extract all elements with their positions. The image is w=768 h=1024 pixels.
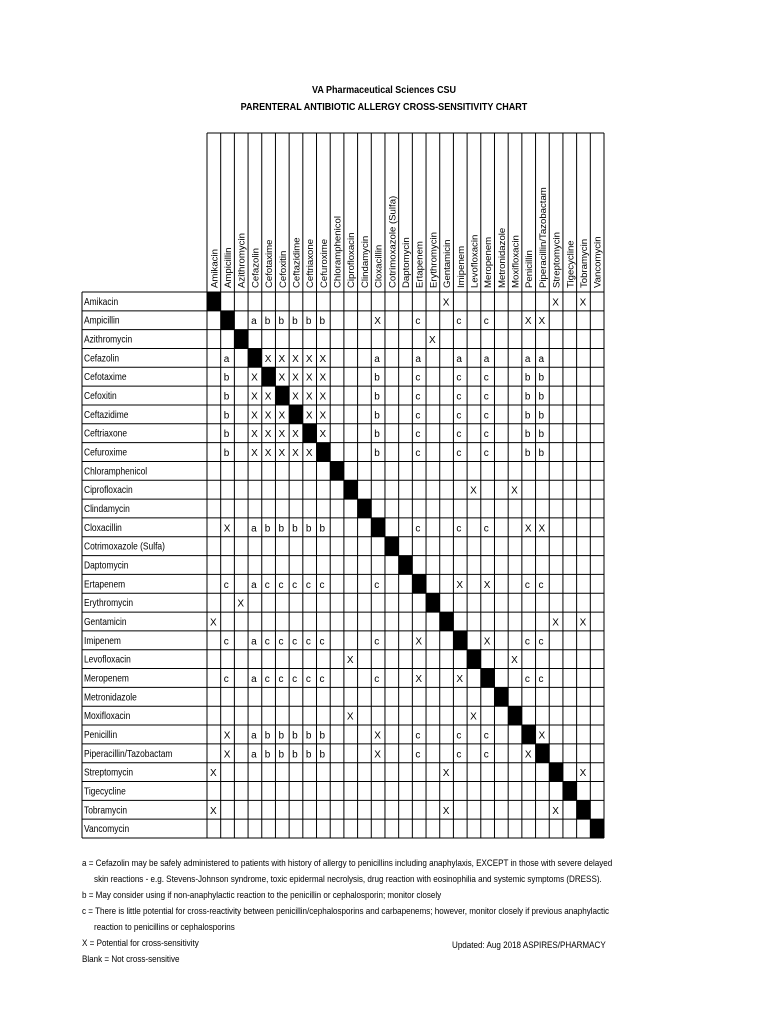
diagonal-cell [358, 499, 372, 518]
column-header: Azithromycin [236, 233, 248, 288]
cell-mark: c [456, 316, 462, 328]
diagonal-cell [317, 443, 331, 462]
cell-mark: X [579, 297, 587, 309]
cell-mark: X [552, 297, 559, 309]
cell-mark: c [483, 448, 489, 460]
cell-mark: a [524, 353, 531, 365]
column-header: Tobramycin [578, 238, 590, 288]
cell-mark: X [210, 805, 217, 817]
cell-mark: X [278, 448, 286, 460]
cell-mark: X [524, 523, 532, 535]
cell-mark: b [278, 730, 285, 742]
legend-c-line2: reaction to penicillins or cephalosporins [94, 921, 235, 932]
legend-a-line1: a = Cefazolin may be safely administered to patients with history of allergy to penicillins including anaphylaxis, EXCEPT in those with severe delayed [82, 857, 613, 868]
cell-mark: a [251, 579, 257, 591]
cell-mark: X [415, 673, 423, 685]
cell-mark: c [456, 429, 462, 441]
cell-mark: c [319, 636, 325, 648]
cell-mark: X [278, 429, 286, 441]
cell-mark: X [552, 617, 559, 629]
diagonal-cell [453, 631, 467, 650]
cell-mark: c [483, 372, 489, 384]
cell-mark: c [374, 636, 380, 648]
row-label: Cefotaxime [84, 371, 127, 383]
diagonal-cell [330, 461, 344, 480]
cell-mark: c [305, 673, 311, 685]
cell-mark: X [292, 372, 299, 384]
diagonal-cell [563, 782, 577, 801]
cell-mark: X [346, 711, 354, 723]
cell-mark: b [319, 730, 326, 742]
cell-mark: c [456, 749, 462, 761]
updated-note: Updated: Aug 2018 ASPIRES/PHARMACY [452, 939, 606, 950]
cell-mark: c [456, 410, 462, 422]
cell-mark: b [538, 429, 545, 441]
cell-mark: b [374, 372, 380, 384]
cell-mark: b [264, 749, 271, 761]
cell-mark: c [305, 579, 311, 591]
row-label: Ceftriaxone [84, 428, 128, 439]
cell-mark: X [456, 673, 464, 685]
cell-mark: c [483, 429, 489, 441]
row-label: Cotrimoxazole (Sulfa) [84, 541, 165, 552]
diagonal-cell [248, 348, 262, 367]
row-label: Meropenem [84, 672, 129, 684]
cell-mark: a [251, 636, 257, 648]
cell-mark: c [264, 636, 270, 648]
cell-mark: b [524, 410, 531, 422]
cell-mark: c [264, 673, 270, 685]
cell-mark: X [442, 297, 450, 309]
row-label: Chloramphenicol [84, 465, 148, 477]
cell-mark: b [524, 372, 531, 384]
cell-mark: X [483, 579, 491, 591]
cell-mark: X [305, 448, 313, 460]
cell-mark: c [278, 673, 284, 685]
column-header: Chloramphenicol [332, 216, 344, 288]
cell-mark: c [292, 579, 298, 591]
row-label: Ciprofloxacin [84, 484, 133, 496]
row-label: Tobramycin [84, 804, 128, 816]
cell-mark: b [319, 523, 326, 535]
cell-mark: b [292, 730, 298, 742]
cell-mark: c [456, 523, 462, 535]
cell-mark: b [264, 730, 271, 742]
cell-mark: c [456, 372, 462, 384]
column-header: Vancomycin [592, 236, 604, 288]
column-header: Imipenem [455, 245, 467, 288]
cell-mark: a [415, 353, 421, 365]
row-label: Imipenem [84, 635, 121, 646]
cell-mark: b [305, 730, 312, 742]
cell-mark: X [278, 353, 286, 365]
diagonal-cell [577, 800, 591, 819]
cell-mark: c [415, 749, 421, 761]
row-label: Ertapenem [84, 578, 126, 590]
diagonal-cell [221, 311, 235, 330]
column-header: Tigecycline [565, 240, 577, 288]
cell-mark: c [483, 410, 489, 422]
diagonal-cell [289, 405, 303, 424]
cell-mark: a [251, 673, 257, 685]
row-label: Amikacin [84, 296, 119, 308]
cell-mark: a [456, 353, 462, 365]
cell-mark: X [538, 730, 546, 742]
cell-mark: b [223, 372, 230, 384]
row-label: Daptomycin [84, 559, 129, 571]
cell-mark: X [552, 805, 559, 817]
column-header: Erythromycin [428, 232, 440, 288]
cell-mark: a [251, 316, 257, 328]
row-label: Cefuroxime [84, 446, 128, 458]
cell-mark: X [251, 410, 258, 422]
cell-mark: c [292, 673, 298, 685]
cell-mark: X [442, 805, 450, 817]
cell-mark: X [305, 353, 313, 365]
diagonal-cell [344, 480, 358, 499]
column-header: Cefotaxime [264, 239, 276, 288]
cell-mark: b [292, 749, 298, 761]
cell-mark: X [264, 353, 272, 365]
cell-mark: c [223, 673, 229, 685]
column-header: Gentamicin [442, 239, 454, 288]
diagonal-cell [536, 744, 550, 763]
cell-mark: X [251, 391, 258, 403]
column-header: Daptomycin [401, 237, 412, 288]
row-label: Gentamicin [84, 616, 127, 628]
diagonal-cell [275, 386, 289, 405]
cell-mark: b [223, 429, 230, 441]
diagonal-cell [494, 687, 508, 706]
cell-mark: b [305, 523, 312, 535]
cell-mark: X [346, 655, 354, 667]
cell-mark: c [415, 391, 421, 403]
cell-mark: c [456, 391, 462, 403]
diagonal-cell [234, 330, 248, 349]
cell-mark: X [579, 617, 587, 629]
row-label: Cefoxitin [84, 390, 117, 402]
column-header: Levofloxacin [469, 234, 481, 288]
diagonal-cell [303, 424, 317, 443]
cell-mark: c [223, 636, 229, 648]
cell-mark: X [210, 617, 217, 629]
cell-mark: c [319, 673, 325, 685]
diagonal-cell [399, 556, 413, 575]
chart-title: PARENTERAL ANTIBIOTIC ALLERGY CROSS-SENSITIVITY CHART [240, 101, 528, 113]
row-label: Piperacillin/Tazobactam [84, 748, 173, 759]
cell-mark: c [456, 730, 462, 742]
cell-mark: c [483, 749, 489, 761]
cell-mark: X [237, 598, 245, 610]
cell-mark: b [278, 523, 285, 535]
cell-mark: X [374, 730, 381, 742]
cell-mark: c [319, 579, 325, 591]
cell-mark: X [538, 523, 546, 535]
cell-mark: X [292, 429, 299, 441]
cell-mark: b [538, 391, 545, 403]
cell-mark: X [251, 429, 258, 441]
legend-b: b = May consider using if non-anaphylactic reaction to the penicillin or cephalosporin; monitor closely [82, 889, 442, 900]
cell-mark: c [415, 730, 421, 742]
diagonal-cell [262, 367, 276, 386]
cell-mark: X [442, 768, 450, 780]
cell-mark: b [305, 316, 312, 328]
column-header: Ampicillin [223, 247, 235, 288]
column-header: Ertapenem [414, 241, 426, 288]
cell-mark: X [511, 655, 518, 667]
cell-mark: c [278, 636, 284, 648]
cell-mark: X [292, 448, 299, 460]
cell-mark: b [292, 316, 298, 328]
row-label: Levofloxacin [84, 654, 131, 665]
cell-mark: c [305, 636, 311, 648]
column-header: Piperacillin/Tazobactam [537, 187, 549, 288]
cell-mark: b [524, 448, 531, 460]
diagonal-cell [467, 650, 481, 669]
cell-mark: X [538, 316, 546, 328]
cell-mark: b [264, 316, 271, 328]
diagonal-cell [371, 518, 385, 537]
cell-mark: a [251, 749, 257, 761]
cell-mark: c [415, 410, 421, 422]
cell-mark: c [483, 316, 489, 328]
cell-mark: b [319, 749, 326, 761]
cell-mark: X [264, 410, 272, 422]
cell-mark: a [223, 353, 230, 365]
cell-mark: a [483, 353, 490, 365]
cell-mark: X [278, 372, 286, 384]
column-header: Ciprofloxacin [346, 232, 358, 288]
cell-mark: b [278, 749, 285, 761]
cell-mark: c [278, 579, 284, 591]
row-label: Azithromycin [84, 333, 133, 345]
cell-mark: c [292, 636, 298, 648]
cell-mark: X [292, 353, 299, 365]
diagonal-cell [522, 725, 536, 744]
column-header: Cloxacillin [373, 244, 385, 288]
row-label: Streptomycin [84, 767, 134, 778]
column-header: Penicillin [524, 250, 536, 288]
cell-mark: c [524, 673, 530, 685]
cell-mark: X [223, 730, 231, 742]
cell-mark: b [264, 523, 271, 535]
cell-mark: b [374, 448, 380, 460]
cell-mark: c [524, 636, 530, 648]
cell-mark: X [210, 768, 217, 780]
cell-mark: c [483, 730, 489, 742]
diagonal-cell [440, 612, 454, 631]
cell-mark: X [251, 448, 258, 460]
diagonal-cell [590, 819, 604, 838]
diagonal-cell [385, 537, 399, 556]
cell-mark: c [456, 448, 462, 460]
cell-mark: X [524, 316, 532, 328]
cell-mark: b [374, 429, 380, 441]
legend-blank: Blank = Not cross-sensitive [82, 953, 180, 964]
cell-mark: a [251, 523, 257, 535]
cell-mark: b [374, 391, 380, 403]
row-label: Tigecycline [84, 785, 126, 797]
cell-mark: X [292, 391, 299, 403]
diagonal-cell [207, 292, 221, 311]
cell-mark: a [538, 353, 545, 365]
cell-mark: X [278, 410, 286, 422]
cell-mark: X [511, 485, 518, 497]
row-label: Cloxacillin [84, 522, 122, 533]
row-label: Metronidazole [84, 691, 137, 703]
cell-mark: X [223, 749, 231, 761]
column-header: Moxifloxacin [510, 235, 522, 288]
cell-mark: c [374, 673, 380, 685]
cell-mark: c [524, 579, 530, 591]
cell-mark: X [319, 391, 327, 403]
cell-mark: X [264, 448, 272, 460]
cell-mark: c [483, 523, 489, 535]
cell-mark: c [264, 579, 270, 591]
cell-mark: X [319, 372, 327, 384]
cell-mark: X [483, 636, 491, 648]
cell-mark: a [374, 353, 380, 365]
cell-mark: X [305, 391, 313, 403]
column-header: Ceftazidime [291, 237, 303, 288]
cell-mark: b [223, 391, 230, 403]
cell-mark: X [319, 429, 327, 441]
legend-x: X = Potential for cross-sensitivity [82, 937, 199, 948]
cell-mark: X [456, 579, 464, 591]
cell-mark: c [538, 636, 544, 648]
cell-mark: c [415, 448, 421, 460]
cell-mark: b [278, 316, 285, 328]
cell-mark: b [538, 372, 545, 384]
cell-mark: X [470, 485, 477, 497]
diagonal-cell [426, 593, 440, 612]
cell-mark: b [305, 749, 312, 761]
cell-mark: a [251, 730, 257, 742]
cell-mark: c [374, 579, 380, 591]
cell-mark: c [415, 316, 421, 328]
column-header: Metronidazole [496, 227, 508, 288]
cell-mark: c [538, 673, 544, 685]
cell-mark: X [524, 749, 532, 761]
row-label: Moxifloxacin [84, 710, 131, 722]
column-header: Cefazolin [250, 248, 262, 288]
cell-mark: b [524, 429, 531, 441]
cell-mark: b [538, 410, 545, 422]
column-header: Streptomycin [551, 232, 563, 288]
cell-mark: X [319, 410, 327, 422]
row-label: Cefazolin [84, 352, 120, 364]
column-header: Cefuroxime [318, 238, 330, 288]
legend [82, 855, 613, 967]
column-header: Clindamycin [359, 235, 371, 288]
row-label: Ceftazidime [84, 409, 129, 421]
diagonal-cell [481, 669, 495, 688]
cell-mark: X [579, 768, 587, 780]
column-header: Ceftriaxone [305, 238, 317, 288]
cell-mark: c [538, 579, 544, 591]
diagonal-cell [508, 706, 522, 725]
legend-a-line2: skin reactions - e.g. Stevens-Johnson syndrome, toxic epidermal necrolysis, drug reaction with eosinophilia and systemic symptoms (DRESS). [94, 873, 602, 884]
column-header: Cefoxitin [277, 250, 289, 288]
column-header: Amikacin [209, 249, 221, 288]
cell-mark: b [524, 391, 531, 403]
cell-mark: X [264, 391, 272, 403]
cell-mark: X [305, 410, 313, 422]
cell-mark: c [415, 523, 421, 535]
cell-mark: X [264, 429, 272, 441]
cell-mark: X [429, 335, 436, 347]
cell-mark: X [305, 372, 313, 384]
cell-mark: X [251, 372, 258, 384]
column-header: Cotrimoxazole (Sulfa) [387, 195, 399, 288]
cell-mark: c [223, 579, 229, 591]
diagonal-cell [412, 574, 426, 593]
row-label: Erythromycin [84, 597, 134, 609]
cell-mark: b [292, 523, 298, 535]
cell-mark: c [483, 391, 489, 403]
cell-mark: X [415, 636, 423, 648]
cell-mark: b [319, 316, 326, 328]
cell-mark: X [319, 353, 327, 365]
cell-mark: b [538, 448, 545, 460]
cell-mark: X [374, 316, 381, 328]
row-label: Penicillin [84, 729, 118, 741]
cell-mark: c [415, 429, 421, 441]
legend-c-line1: c = There is little potential for cross-reactivity between penicillin/cephalosporins and carbapenems; however, monitor closely if previous anaphylactic [82, 905, 610, 916]
cell-mark: b [374, 410, 380, 422]
page-title: VA Pharmaceutical Sciences CSU [311, 84, 457, 96]
cell-mark: X [470, 711, 477, 723]
row-label: Vancomycin [84, 823, 130, 835]
cell-mark: c [415, 372, 421, 384]
cell-mark: X [374, 749, 381, 761]
cell-mark: X [223, 523, 231, 535]
row-label: Clindamycin [84, 503, 130, 515]
cell-mark: b [223, 410, 230, 422]
diagonal-cell [549, 763, 563, 782]
row-label: Ampicillin [84, 315, 120, 326]
cell-mark: b [223, 448, 230, 460]
column-header: Meropenem [483, 236, 495, 288]
